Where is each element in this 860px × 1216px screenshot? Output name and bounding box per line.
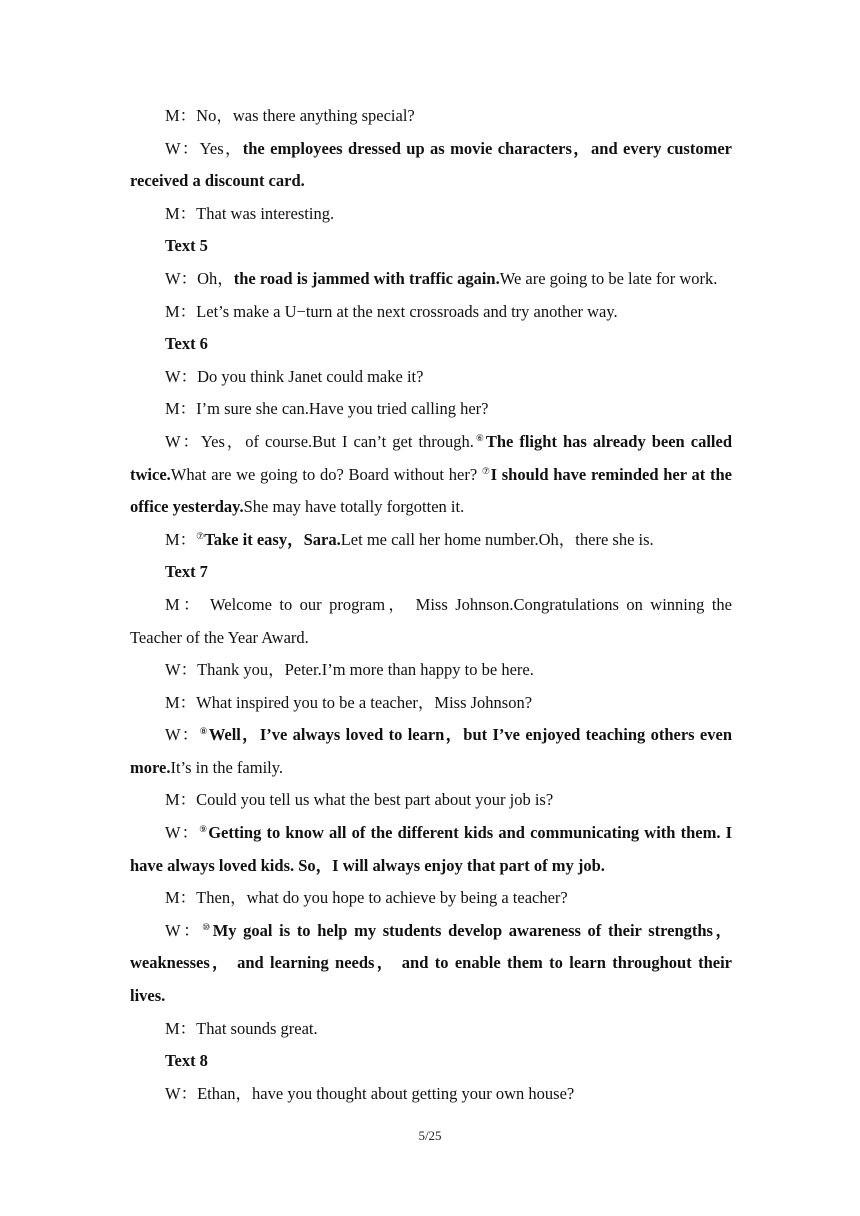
- dialogue-text: She may have totally forgotten it.: [243, 497, 465, 517]
- dialogue-text: W：Yes，: [165, 138, 243, 158]
- key-phrase: the road is jammed with traffic again.: [233, 268, 500, 288]
- dialogue-text: M：: [165, 529, 197, 549]
- dialogue-line: [130, 719, 732, 784]
- transcript-body: [130, 100, 732, 1110]
- key-phrase: I should have reminded her at the office yesterday.: [130, 464, 732, 517]
- question-marker: ⑧: [199, 726, 209, 737]
- section-heading: Text 8: [165, 1051, 208, 1071]
- dialogue-text: M：What inspired you to be a teacher，Miss Johnson?: [165, 692, 533, 712]
- dialogue-text: M：Then，what do you hope to achieve by being a teacher?: [165, 888, 568, 908]
- dialogue-text: W：Yes，of course.But I can’t get through.: [165, 431, 474, 451]
- key-phrase: Take it easy，Sara.: [204, 529, 341, 549]
- dialogue-text: W：Oh，: [165, 268, 234, 288]
- section-heading: Text 5: [165, 236, 208, 256]
- dialogue-text: M：Let’s make a U−turn at the next crossroads and try another way.: [165, 301, 618, 321]
- dialogue-line: [130, 133, 732, 198]
- dialogue-text: W：: [165, 920, 203, 940]
- key-phrase: the employees dressed up as movie characters，and every customer received a discount card.: [130, 138, 732, 191]
- question-marker: ⑦: [481, 465, 491, 476]
- key-phrase: Getting to know all of the different kids and communicating with them. I have always loved kids. So，I will always enjoy that part of my job.: [130, 823, 733, 875]
- dialogue-text: M：Could you tell us what the best part about your job is?: [165, 790, 554, 810]
- dialogue-text: We are going to be late for work.: [499, 268, 718, 288]
- key-phrase: The flight has already been called twice.: [130, 431, 733, 484]
- page-number: 5/25: [418, 1128, 442, 1143]
- dialogue-line: [130, 263, 732, 296]
- question-marker: ⑩: [202, 921, 213, 932]
- section-heading: Text 7: [165, 562, 208, 582]
- section-heading: Text 6: [165, 334, 208, 354]
- dialogue-line: [130, 361, 732, 394]
- dialogue-line: [130, 426, 732, 524]
- dialogue-text: M： Welcome to our program， Miss Johnson.Congratulations on winning the Teacher of the Year Award.: [130, 594, 732, 647]
- dialogue-line: [130, 198, 732, 231]
- question-marker: ⑨: [199, 824, 209, 835]
- key-phrase: My goal is to help my students develop awareness of their strengths，weaknesses， and learning needs， and to enable them to learn throughout their lives.: [130, 920, 733, 1006]
- dialogue-text: M：No，was there anything special?: [165, 106, 415, 125]
- dialogue-text: W：Ethan，have you thought about getting your own house?: [165, 1083, 575, 1103]
- question-marker: ⑦: [196, 530, 205, 541]
- dialogue-text: M：That was interesting.: [165, 203, 335, 223]
- dialogue-text: M：That sounds great.: [165, 1018, 318, 1038]
- dialogue-text: W：Thank you，Peter.I’m more than happy to be here.: [165, 660, 534, 680]
- dialogue-line: [130, 524, 732, 557]
- dialogue-line: [130, 687, 732, 720]
- dialogue-line: [130, 1013, 732, 1046]
- dialogue-text: W：: [165, 725, 200, 745]
- dialogue-line: [130, 589, 732, 654]
- dialogue-line: [130, 882, 732, 915]
- dialogue-line: [130, 296, 732, 329]
- dialogue-text: Let me call her home number.Oh，there she is.: [340, 529, 654, 549]
- dialogue-line: [130, 1078, 732, 1111]
- dialogue-line: [130, 100, 732, 133]
- dialogue-text: It’s in the family.: [170, 757, 284, 777]
- dialogue-line: [130, 654, 732, 687]
- question-marker: ⑥: [473, 432, 486, 443]
- dialogue-text: W：: [165, 823, 200, 843]
- dialogue-line: [130, 393, 732, 426]
- dialogue-line: [130, 784, 732, 817]
- dialogue-text: M：I’m sure she can.Have you tried calling her?: [165, 399, 489, 419]
- dialogue-line: [130, 915, 732, 1013]
- dialogue-line: [130, 817, 732, 882]
- dialogue-text: W：Do you think Janet could make it?: [165, 366, 424, 386]
- dialogue-text: What are we going to do? Board without her?: [170, 464, 482, 484]
- key-phrase: Well，I’ve always loved to learn，but I’ve enjoyed teaching others even more.: [130, 725, 732, 777]
